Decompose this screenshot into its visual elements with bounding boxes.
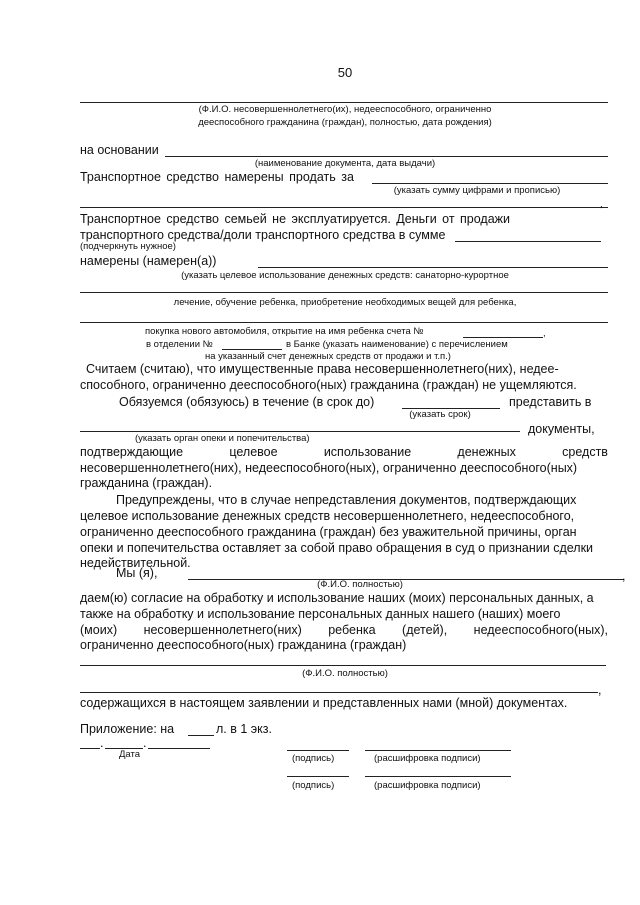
sell-intent-label: Транспортное средство намерены продать за <box>80 170 354 184</box>
we-comma: , <box>622 569 626 583</box>
consent-word-4: (детей), <box>402 623 448 637</box>
hint-fio-minor-1: (Ф.И.О. несовершеннолетнего(их), недееспособного, ограниченно <box>198 104 492 115</box>
date-label: Дата <box>119 749 141 760</box>
authority-line[interactable] <box>80 431 520 432</box>
confirm-line-1 <box>80 446 608 459</box>
believe-2: способного, ограниченно дееспособного(ных) гражданина (граждан) не ущемляются. <box>80 378 577 392</box>
signature-decode-label-1: (расшифровка подписи) <box>374 753 481 764</box>
hint-underline: (подчеркнуть нужное) <box>80 241 176 252</box>
confirm-word-1: подтверждающие <box>80 445 184 459</box>
share-sum-line[interactable] <box>455 241 601 242</box>
hint-fio-full: (Ф.И.О. полностью) <box>317 579 403 590</box>
purpose-hint-3-comma: , <box>543 328 546 339</box>
fio-full-line-2[interactable] <box>80 665 606 666</box>
signature-line-2[interactable] <box>287 776 349 777</box>
consent-4: ограниченно дееспособного(ных) гражданина (граждан) <box>80 638 407 652</box>
attachment-label: Приложение: на <box>80 722 175 736</box>
fio-minor-line[interactable] <box>80 102 608 103</box>
confirm-word-3: использование <box>323 445 412 459</box>
documents-word: документы, <box>528 422 595 436</box>
hint-authority: (указать орган опеки и попечительства) <box>135 433 310 444</box>
confirm-2: несовершеннолетнего(них), недееспособного(ных), ограниченно дееспособного(ных) <box>80 461 578 475</box>
warn-2: целевое использование денежных средств несовершеннолетнего, недееспособного, <box>80 509 575 523</box>
hint-sum-words: (указать сумму цифрами и прописью) <box>393 185 561 196</box>
consent-1: даем(ю) согласие на обработку и использование наших (моих) персональных данных, а <box>80 591 594 605</box>
signature-label-2: (подпись) <box>292 780 335 791</box>
purpose-hint-1: (указать целевое использование денежных средств: санаторно-курортное <box>181 270 509 281</box>
signature-decode-line-1[interactable] <box>365 750 511 751</box>
confirm-word-2: целевое <box>229 445 278 459</box>
sum-line-mark: , <box>600 199 603 210</box>
we-fio-line[interactable] <box>188 579 624 580</box>
blank-line-comma: , <box>598 683 602 697</box>
hint-fio-minor-2: дееспособного гражданина (граждан), полностью, дата рождения) <box>198 117 492 128</box>
warn-4: опеки и попечительства оставляет за собой право обращения в суд о признании сделки <box>80 541 594 555</box>
consent-word-5: недееспособного(ных), <box>473 623 608 637</box>
warn-5: недействительной. <box>80 556 191 570</box>
warn-3: ограниченно дееспособного гражданина (граждан) без уважительной причины, орган <box>80 525 577 539</box>
purpose-hint-2: лечение, обучение ребенка, приобретение необходимых вещей для ребенка, <box>173 297 517 308</box>
sum-words-line[interactable] <box>80 207 608 208</box>
signature-label-1: (подпись) <box>292 753 335 764</box>
purpose-line-3[interactable] <box>80 322 608 323</box>
purpose-hint-3: покупка нового автомобиля, открытие на имя ребенка счета № <box>145 326 424 337</box>
believe-1: Считаем (считаю), что имущественные права несовершеннолетнего(них), недее- <box>86 362 559 376</box>
signature-decode-line-2[interactable] <box>365 776 511 777</box>
we-label: Мы (я), <box>116 566 158 580</box>
signature-line-1[interactable] <box>287 750 349 751</box>
purpose-hint-5: на указанный счет денежных средств от продажи и т.п.) <box>205 351 451 362</box>
warn-1: Предупреждены, что в случае непредставления документов, подтверждающих <box>116 493 577 507</box>
date-dot-2: . <box>143 736 147 750</box>
blank-line[interactable] <box>80 692 598 693</box>
confirm-3: гражданина (граждан). <box>80 476 213 490</box>
attachment-count-line[interactable] <box>188 735 214 736</box>
hint-term: (указать срок) <box>409 409 471 420</box>
branch-number-line[interactable] <box>222 349 282 350</box>
consent-2: также на обработку и использование персональных данных нашего (наших) моего <box>80 607 561 621</box>
page-number: 50 <box>337 65 353 80</box>
not-used-line: Транспортное средство семьей не эксплуатируется. Деньги от продажи <box>80 212 511 226</box>
intend-label: намерены (намерен(а)) <box>80 254 217 268</box>
purpose-line-2[interactable] <box>80 292 608 293</box>
attachment-suffix: л. в 1 экз. <box>216 722 272 736</box>
intend-line[interactable] <box>258 267 608 268</box>
hint-doc: (наименование документа, дата выдачи) <box>254 158 436 169</box>
consent-word-2: несовершеннолетнего(них) <box>143 623 302 637</box>
account-number-line[interactable] <box>463 337 543 338</box>
consent-word-1: (моих) <box>80 623 118 637</box>
share-line: транспортного средства/доли транспортного средства в сумме <box>80 228 446 242</box>
basis-doc-line[interactable] <box>165 156 608 157</box>
hint-fio-full-2: (Ф.И.О. полностью) <box>302 668 388 679</box>
confirm-word-4: денежных <box>457 445 516 459</box>
oblige-label: Обязуемся (обязуюсь) в течение (в срок до) <box>119 395 375 409</box>
contained-line: содержащихся в настоящем заявлении и представленных нами (мной) документах. <box>80 696 568 710</box>
purpose-hint-4a: в отделении № <box>146 339 213 350</box>
oblige-present: представить в <box>509 395 592 409</box>
purpose-hint-4b: в Банке (указать наименование) с перечислением <box>286 339 508 350</box>
date-year-line[interactable] <box>148 748 210 749</box>
consent-line-3 <box>80 624 608 637</box>
sell-sum-line[interactable] <box>372 183 608 184</box>
date-day-line[interactable] <box>80 748 100 749</box>
consent-word-3: ребенка <box>328 623 376 637</box>
on-basis-label: на основании <box>80 143 159 157</box>
date-dot-1: . <box>100 736 104 750</box>
confirm-word-5: средств <box>562 445 608 459</box>
signature-decode-label-2: (расшифровка подписи) <box>374 780 481 791</box>
